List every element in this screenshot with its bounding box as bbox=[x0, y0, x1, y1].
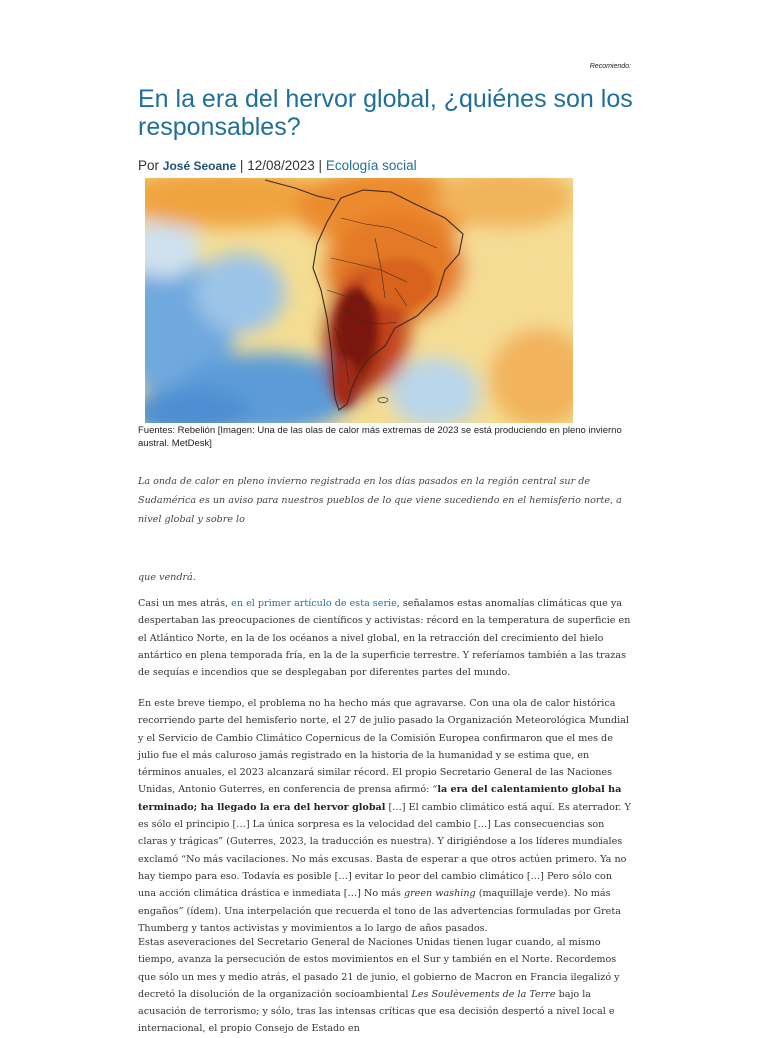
lede-paragraph: La onda de calor en pleno invierno registrada en los días pasados en la región central sur de Sudamérica es un aviso para nuestros pueblos de lo que viene sucediendo en el hemisferio norte, a nivel global y sobre lo bbox=[138, 476, 622, 525]
text-run: […] El cambio climático está aquí. Es aterrador. Y es sólo el principio […] La única sorpresa es la velocidad del cambio […] Las consecuencias son claras y trágicas” (Guterres, 2023, la traducción es nuestra). Y dirigiéndose a los líderes mundiales exclamó “No más vacilaciones. No más excusas. Basta de esperar a que otros actúen primero. Ya no hay tiempo para eso. Todavía es posible […] evitar lo peor del cambio climático […] Pero sólo con una acción climática drástica e inmediata […] No más bbox=[138, 801, 631, 900]
first-article-link[interactable]: en el primer artículo de esta serie bbox=[231, 598, 397, 609]
body-paragraph-2 bbox=[138, 695, 633, 937]
recommend-label: Recomiendo: bbox=[589, 63, 631, 70]
article-title: En la era del hervor global, ¿quiénes son los responsables? bbox=[138, 85, 633, 141]
byline-separator: | bbox=[318, 158, 323, 173]
body-paragraph-1 bbox=[138, 595, 633, 681]
publish-date: 12/08/2023 bbox=[247, 158, 315, 173]
byline-separator: | bbox=[239, 158, 244, 173]
italic-term: green washing bbox=[403, 888, 476, 900]
heatwave-map-image bbox=[145, 178, 573, 423]
byline bbox=[138, 158, 417, 173]
text-run: bajo la acusación de terrorismo; y sólo, tras las intensas críticas que esa decisión despertó a nivel local e internacional, el propio Consejo de Estado en bbox=[138, 988, 615, 1035]
temperature-anomaly-map bbox=[145, 178, 573, 423]
text-run: Estas aseveraciones del Secretario General de Naciones Unidas tienen lugar cuando, al mismo tiempo, avanza la persecución de estos movimientos en el Sur y también en el Norte. Recordemos que sólo un mes y medio atrás, el pasado 21 de junio, el gobierno de Macron en Francia ilegalizó y decretó la disolución de la organización socioambiental bbox=[138, 937, 620, 1000]
text-run: En este breve tiempo, el problema no ha hecho más que agravarse. Con una ola de calor histórica recorriendo parte del hemisferio norte, el 27 de julio pasado la Organización Meteorológica Mundial y el Servicio de Cambio Climático Copernicus de la Comisión Europea confirmaron que el mes de julio fue el más caluroso jamás registrado en la historia de la humanidad y se estima que, en términos anuales, el 2023 alcanzará similar récord. El propio Secretario General de las Naciones Unidas, Antonio Guterres, en conferencia de prensa afirmó: “ bbox=[138, 698, 629, 796]
text-run: , señalamos estas anomalías climáticas que ya despertaban las preocupaciones de científicos y activistas: récord en la temperatura de superficie en el Atlántico Norte, en la de los océanos a nivel global, en la retracción del crecimiento del hielo antártico en plena temporada fría, en la de la superficie terrestre. Y referíamos también a las trazas de sequías e incendios que se desplegaban por diferentes partes del mundo. bbox=[138, 598, 631, 679]
bold-quote: la era del calentamiento global ha terminado; ha llegado la era del hervor global bbox=[138, 784, 622, 813]
text-run: Casi un mes atrás, bbox=[138, 598, 232, 609]
lede-paragraph-continued: que vendrá. bbox=[138, 572, 196, 583]
text-run: (maquillaje verde). No más engaños” (ídem). Una interpelación que recuerda el tono de las advertencias formuladas por Greta Thumberg y tantos activistas y movimientos a lo largo de años pasados. bbox=[138, 888, 621, 934]
author-link[interactable]: José Seoane bbox=[162, 159, 237, 173]
byline-prefix: Por bbox=[138, 158, 160, 173]
image-caption: Fuentes: Rebelión [Imagen: Una de las olas de calor más extremas de 2023 se está produciendo en pleno invierno austral. MetDesk] bbox=[138, 425, 622, 449]
body-paragraph-3 bbox=[138, 934, 633, 1038]
category-link[interactable]: Ecología social bbox=[325, 158, 417, 173]
italic-organization: Les Soulèvements de la Terre bbox=[411, 988, 556, 1000]
